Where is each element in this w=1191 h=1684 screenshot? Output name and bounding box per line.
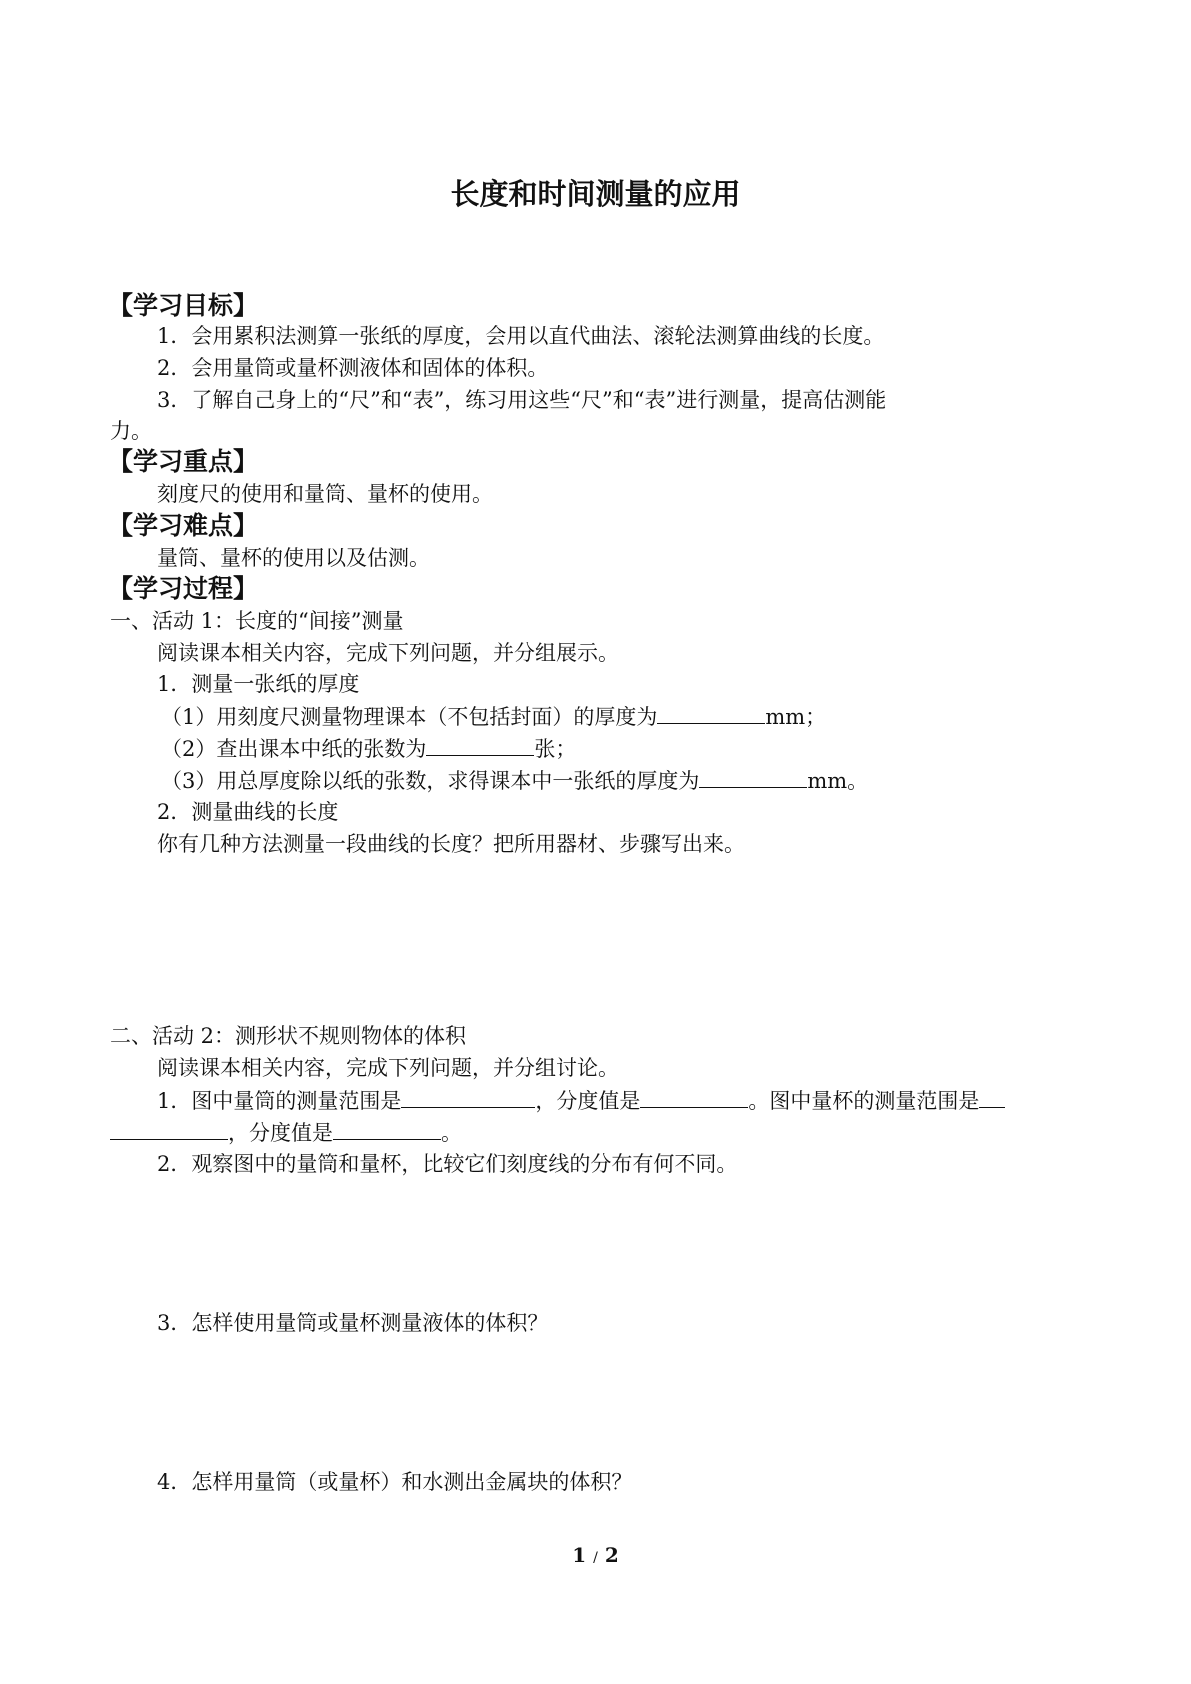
answer-blank-cylinder-range[interactable]	[401, 1085, 535, 1108]
activity2-q4: 4．怎样用量筒（或量杯）和水测出金属块的体积？	[157, 1470, 633, 1494]
answer-blank-cup-range[interactable]	[110, 1117, 228, 1140]
activity1-title: 一、活动 1：长度的“间接”测量	[110, 609, 404, 633]
objective-3-continued: 力。	[110, 419, 152, 443]
activity2-q2: 2．观察图中的量筒和量杯，比较它们刻度线的分布有何不同。	[157, 1152, 738, 1176]
activity1-q2-text: 你有几种方法测量一段曲线的长度？把所用器材、步骤写出来。	[157, 832, 745, 856]
page-current: 1	[572, 1543, 587, 1567]
activity2-q3: 3．怎样使用量筒或量杯测量液体的体积？	[157, 1311, 549, 1335]
activity1-q1: 1．测量一张纸的厚度	[157, 672, 360, 696]
objective-1: 1．会用累积法测算一张纸的厚度，会用以直代曲法、滚轮法测算曲线的长度。	[157, 324, 885, 348]
activity1-q1-a	[161, 701, 826, 732]
answer-blank-thickness[interactable]	[657, 701, 765, 724]
activity1-q1-b	[161, 733, 576, 764]
page-number	[0, 1543, 1191, 1567]
activity2-intro: 阅读课本相关内容，完成下列问题，并分组讨论。	[157, 1056, 619, 1080]
objective-3: 3．了解自己身上的“尺”和“表”，练习用这些“尺”和“表”进行测量，提高估测能	[157, 388, 887, 412]
answer-blank-sheet-thickness[interactable]	[699, 765, 807, 788]
key-points-text: 刻度尺的使用和量筒、量杯的使用。	[157, 482, 493, 506]
q1-b-text: （2）查出课本中纸的张数为	[161, 737, 427, 761]
q1-c-unit: mm。	[807, 769, 869, 793]
document-title: 长度和时间测量的应用	[450, 177, 741, 211]
q1-cup-division-label: ，分度值是	[228, 1121, 333, 1145]
q1-b-unit: 张；	[534, 737, 577, 761]
activity2-q1-line2	[110, 1117, 462, 1148]
page-total: 2	[604, 1543, 619, 1567]
page-separator: /	[593, 1550, 598, 1566]
q1-end: 。	[441, 1121, 462, 1145]
q1-a-unit: mm；	[765, 705, 827, 729]
process-heading: 【学习过程】	[108, 574, 259, 603]
activity2-q1-line1	[157, 1085, 1005, 1116]
answer-blank-cup-range-start[interactable]	[979, 1085, 1005, 1108]
activity1-q2: 2．测量曲线的长度	[157, 800, 339, 824]
answer-blank-cup-division[interactable]	[333, 1117, 441, 1140]
q1-range-label: 1．图中量筒的测量范围是	[157, 1089, 402, 1113]
activity2-title: 二、活动 2：测形状不规则物体的体积	[110, 1024, 467, 1048]
objective-2: 2．会用量筒或量杯测液体和固体的体积。	[157, 356, 549, 380]
difficulties-text: 量筒、量杯的使用以及估测。	[157, 546, 430, 570]
q1-division-label: ，分度值是	[535, 1089, 641, 1113]
objectives-heading: 【学习目标】	[108, 291, 259, 320]
key-points-heading: 【学习重点】	[108, 447, 259, 476]
answer-blank-cylinder-division[interactable]	[640, 1085, 748, 1108]
answer-blank-sheet-count[interactable]	[426, 733, 534, 756]
q1-cup-range-label: 。图中量杯的测量范围是	[748, 1089, 980, 1113]
activity1-intro: 阅读课本相关内容，完成下列问题，并分组展示。	[157, 641, 619, 665]
activity1-q1-c	[161, 765, 868, 796]
q1-a-text: （1）用刻度尺测量物理课本（不包括封面）的厚度为	[161, 705, 658, 729]
q1-c-text: （3）用总厚度除以纸的张数，求得课本中一张纸的厚度为	[161, 769, 700, 793]
difficulties-heading: 【学习难点】	[108, 511, 259, 540]
